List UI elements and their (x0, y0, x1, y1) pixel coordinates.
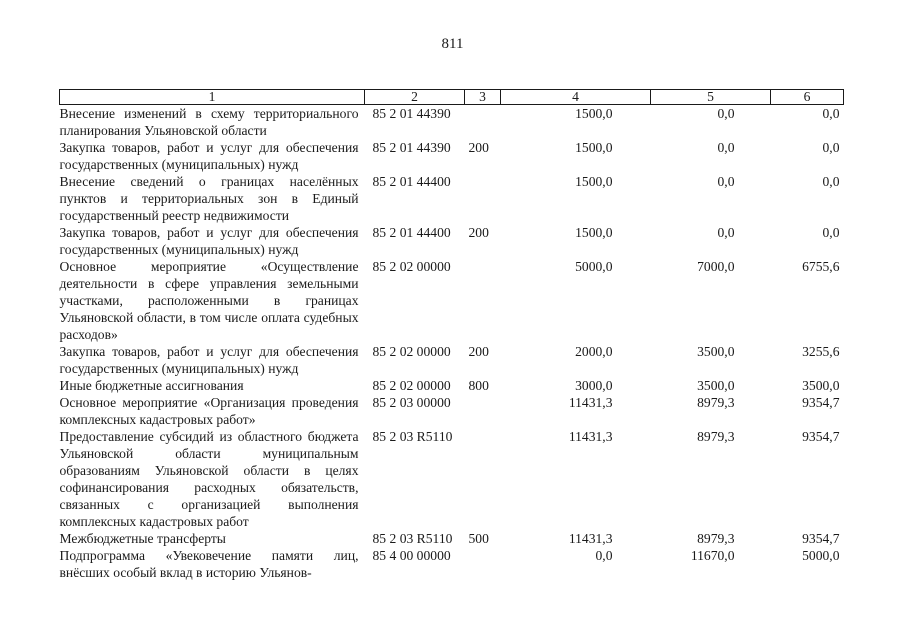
row-code: 85 2 01 44390 (372, 106, 451, 121)
row-value-6: 3255,6 (802, 344, 840, 359)
row-name: Внесение сведений о границах населённых пунктов и территориальных зон в Единый государственный реестр недвижимости (59, 174, 359, 223)
header-col-3: 3 (465, 90, 501, 105)
header-col-5: 5 (651, 90, 771, 105)
row-code: 85 2 03 R5110 (372, 531, 453, 546)
row-value-6: 3500,0 (802, 378, 840, 393)
row-value-6: 0,0 (822, 174, 840, 189)
header-col-6: 6 (771, 90, 844, 105)
row-type (465, 547, 501, 581)
table-row (60, 394, 844, 428)
table-row (60, 173, 844, 224)
row-value-4: 1500,0 (575, 106, 613, 121)
row-value-4: 1500,0 (575, 140, 613, 155)
row-value-6: 9354,7 (802, 395, 840, 410)
row-type (465, 258, 501, 343)
row-value-4: 11431,3 (568, 531, 613, 546)
row-value-5: 8979,3 (697, 395, 735, 410)
row-type (465, 428, 501, 530)
table-row (60, 547, 844, 581)
row-value-5: 3500,0 (697, 378, 735, 393)
row-value-5: 8979,3 (697, 429, 735, 444)
row-value-5: 0,0 (717, 225, 735, 240)
row-value-4: 1500,0 (575, 225, 613, 240)
row-name: Подпрограмма «Увековечение памяти лиц, внёсших особый вклад в историю Ульянов- (59, 548, 359, 580)
row-value-5: 8979,3 (697, 531, 735, 546)
row-name: Иные бюджетные ассигнования (59, 378, 244, 393)
row-type (465, 105, 501, 140)
row-value-6: 5000,0 (802, 548, 840, 563)
row-code: 85 2 03 00000 (372, 395, 451, 410)
row-name: Основное мероприятие «Осуществление деятельности в сфере управления земельными участками, расположенными в границах Ульяновской области, в том числе оплата судебных расходов» (59, 259, 359, 342)
row-code: 85 4 00 00000 (372, 548, 451, 563)
table-row (60, 530, 844, 547)
row-value-4: 1500,0 (575, 174, 613, 189)
row-value-5: 11670,0 (690, 548, 735, 563)
row-value-6: 9354,7 (802, 531, 840, 546)
row-value-4: 2000,0 (575, 344, 613, 359)
row-code: 85 2 01 44400 (372, 174, 451, 189)
row-value-5: 0,0 (717, 140, 735, 155)
table-row (60, 258, 844, 343)
row-value-4: 3000,0 (575, 378, 613, 393)
row-name: Межбюджетные трансферты (59, 531, 226, 546)
row-type: 200 (468, 140, 489, 155)
table-row (60, 139, 844, 173)
row-type (465, 394, 501, 428)
row-value-6: 0,0 (822, 106, 840, 121)
row-value-4: 5000,0 (575, 259, 613, 274)
row-code: 85 2 02 00000 (372, 259, 451, 274)
row-value-6: 9354,7 (802, 429, 840, 444)
row-value-6: 0,0 (822, 140, 840, 155)
row-code: 85 2 02 00000 (372, 344, 451, 359)
row-code: 85 2 02 00000 (372, 378, 451, 393)
row-type: 200 (468, 344, 489, 359)
row-type: 500 (468, 531, 489, 546)
row-value-4: 0,0 (595, 548, 613, 563)
row-name: Основное мероприятие «Организация проведения комплексных кадастровых работ» (59, 395, 359, 427)
row-value-5: 0,0 (717, 106, 735, 121)
row-value-4: 11431,3 (568, 429, 613, 444)
row-name: Закупка товаров, работ и услуг для обеспечения государственных (муниципальных) нужд (59, 140, 359, 172)
table-row (60, 224, 844, 258)
row-name: Внесение изменений в схему территориального планирования Ульяновской области (59, 106, 359, 138)
row-code: 85 2 01 44390 (372, 140, 451, 155)
row-name: Закупка товаров, работ и услуг для обеспечения государственных (муниципальных) нужд (59, 225, 359, 257)
row-value-6: 6755,6 (802, 259, 840, 274)
row-name: Предоставление субсидий из областного бюджета Ульяновской области муниципальным образованиям Ульяновской области в целях софинансирования расходных обязательств, связанных с организацией выполнения комплексных кадастровых работ (59, 429, 359, 529)
row-value-5: 0,0 (717, 174, 735, 189)
page-number: 811 (441, 36, 464, 52)
header-col-2: 2 (365, 90, 465, 105)
row-name: Закупка товаров, работ и услуг для обеспечения государственных (муниципальных) нужд (59, 344, 359, 376)
row-type: 200 (468, 225, 489, 240)
header-col-4: 4 (501, 90, 651, 105)
row-value-5: 7000,0 (697, 259, 735, 274)
row-code: 85 2 01 44400 (372, 225, 451, 240)
row-code: 85 2 03 R5110 (372, 429, 453, 444)
table-row (60, 428, 844, 530)
table-row (60, 377, 844, 394)
table-row (60, 105, 844, 140)
row-type: 800 (468, 378, 489, 393)
row-value-4: 11431,3 (568, 395, 613, 410)
table-header-row (60, 90, 844, 105)
row-type (465, 173, 501, 224)
header-col-1: 1 (60, 90, 365, 105)
table-row (60, 343, 844, 377)
row-value-6: 0,0 (822, 225, 840, 240)
row-value-5: 3500,0 (697, 344, 735, 359)
budget-table (59, 89, 844, 581)
